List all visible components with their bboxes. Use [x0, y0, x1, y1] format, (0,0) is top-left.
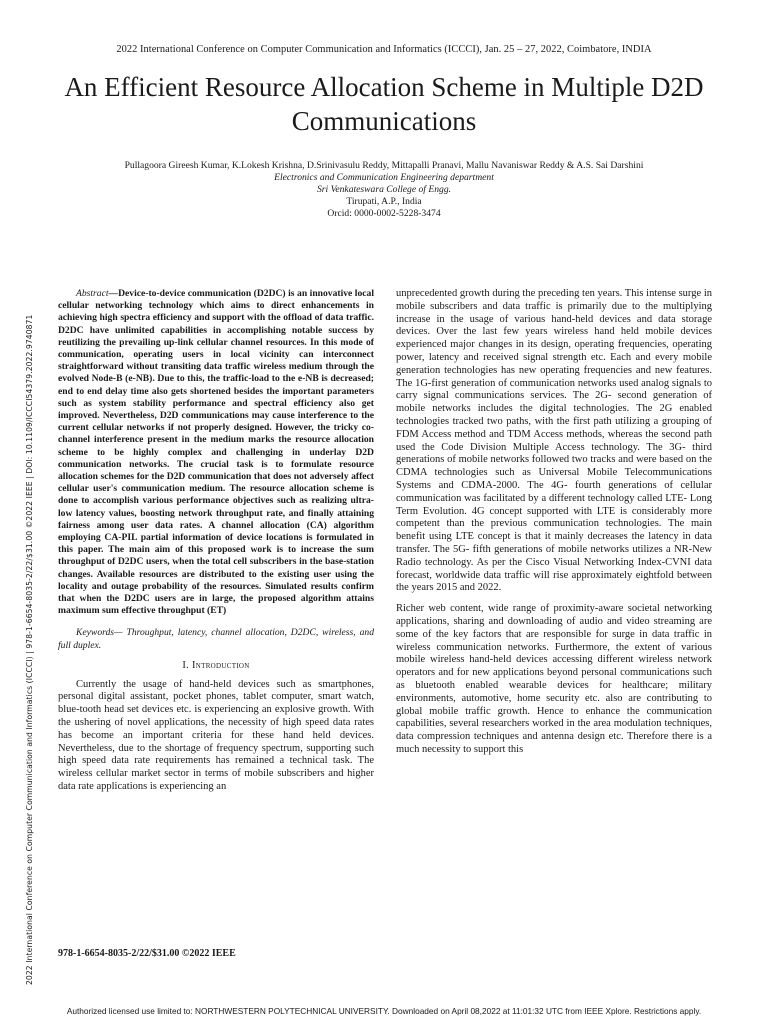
conference-header: 2022 International Conference on Computer Communication and Informatics (ICCCI), Jan. 25 – 27, 2022, Coimbatore, INDIA: [116, 44, 652, 55]
right-column: [396, 288, 712, 757]
left-column: [58, 288, 374, 794]
section-heading-introduction: I. Introduction: [182, 659, 250, 671]
abstract-lead: Abstract: [76, 288, 109, 299]
author-department: Electronics and Communication Engineering department: [274, 172, 494, 183]
keywords: Keywords— Throughput, latency, channel allocation, D2DC, wireless, and full duplex.: [58, 627, 374, 651]
author-orcid: Orcid: 0000-0002-5228-3474: [327, 208, 441, 219]
author-block: [30, 160, 738, 220]
side-doi-banner: 2022 International Conference on Computer Communication and Informatics (ICCCI) | 978-1-6654-8035-2/22/$31.00 ©2022 IEEE | DOI: 10.1109/ICCCI54379.2022.9740871: [25, 314, 34, 985]
author-location: Tirupati, A.P., India: [346, 196, 422, 207]
author-college: Sri Venkateswara College of Engg.: [316, 184, 452, 195]
body-paragraph-1: unprecedented growth during the preceding ten years. This intense surge in mobile subscribers and data traffic is primarily due to the multiplying increase in the usage of various hand-held devices and data storage devices. Over the last few years wireless hand held mobile devices experienced major changes in its design, operating frequencies, operating power, latency and received signal strength etc. Each and every mobile generation technologies has new operating frequencies and new features. The 1G-first generation of communication networks used analog signals to carry signal communications services. The 2G- second generation of mobile networks includes the digital technologies. The 2G enabled technologies tracked two paths, with the first path utilizing a grouping of FDM Access method and TDM Access methods, whereas the second path used the Code Division Multiple Access technology. The 3G- third generations of mobile networks followed two tracks and were based on the CDMA technologies such as Universal Mobile Telecommunications Systems and CDMA-2000. The 4G- fourth generations of cellular communication was facilitated by a different technology called LTE- Long Term Evolution. 4G concept supported with LTE is considerably more competent than the previous communication technologies. The main benefit using LTE concept is that it mainly decreases the latency in data transfer. The 5G- fifth generations of mobile networks utilizes a NR-New Radio technology. As per the Cisco Visual Networking Index-CVNI data forecast, worldwide data traffic will rise approximately eightfold between the years 2015 and 2022.: [396, 288, 712, 594]
copyright-line: 978-1-6654-8035-2/22/$31.00 ©2022 IEEE: [58, 948, 236, 959]
intro-paragraph: Currently the usage of hand-held devices such as smartphones, personal digital assistant, pocket phones, tablet computer, smart watch, blue-tooth head set devices etc. is experiencing an explosive growth. With the ushering of novel applications, the necessity of high speed data rates has become an important criteria for these hand held devices. Nevertheless, due to the shortage of frequency spectrum, supporting such high speed data rate requirements has remained a technical task. The wireless cellular market sector in terms of mobile subscribers and higher data rate applications is experiencing an: [58, 678, 374, 793]
author-names: Pullagoora Gireesh Kumar, K.Lokesh Krishna, D.Srinivasulu Reddy, Mittapalli Pranavi, Mallu Navaniswar Reddy & A.S. Sai Darshini: [124, 160, 644, 171]
body-paragraph-2: Richer web content, wide range of proximity-aware societal networking applications, sharing and downloading of audio and video streaming are some of the key factors that are responsible for surge in data traffic in wireless communication networks. Furthermore, the extent of various mobile wireless hand-held devices accessing different wireless network operators and for new applications beyond personal communications such as bluetooth enabled wearable devices for healthcare; military environments, automotive, home security etc. also are contributing to global mobile traffic growth. Hence to enhance the communication capabilities, several researchers worked in the area modulation techniques, data compression techniques and antenna design etc. Therefore there is a much necessity to support this: [396, 603, 712, 755]
abstract-body: —Device-to-device communication (D2DC) is an innovative local cellular networking technology which aims to direct enhancements in achieving high spectra efficiency and support with the offload of data traffic. D2DC have unlimited capabilities in accomplishing notable success by reutilizing the prevailing up-link cellular channel resources. In this mode of communication, operating users in local vicinity can interconnect straightforward without transiting data traffic wireless medium through the evolved Node-B (e-NB). Due to this, the traffic-load to the e-NB is decreased; end to end delay time also gets shortened besides the important parameters such as system stability performance and spectral efficiency also get improved. Nevertheless, D2D communications may cause interference to the current cellular networks if not properly designed. However, the tricky co-channel interference present in the medium marks the resource allocation scheme to be highly complex and challenging in underlay D2D communication networks. The crucial task is to formulate resource allocation schemes for the D2D communication that does not adversely affect cellular user's communication medium. The resource allocation scheme is done to accomplish various performance objectives such as realizing ultra-low latency values, boosting network throughput rate, and finally attaining fairness among user data rates. A channel allocation (CA) algorithm employing CA-PIL partial information of device locations is formulated in this paper. The main aim of this proposed work is to increase the sum throughput of D2DC users, when the total cell subscribers in the base-station changes. Available resources are distributed to the existing user using the locality and outage probability of the resources. Simulated results confirm that when the D2DC users are in large, the proposed algorithm attains maximum sum effective throughput (ET): [58, 288, 374, 617]
abstract: [58, 288, 374, 617]
paper-title: An Efficient Resource Allocation Scheme in Multiple D2D Communications: [64, 72, 704, 136]
license-footer: Authorized licensed use limited to: NORTHWESTERN POLYTECHNICAL UNIVERSITY. Downloaded on April 08,2022 at 11:01:32 UTC from IEEE Xplore. Restrictions apply.: [66, 1006, 702, 1016]
